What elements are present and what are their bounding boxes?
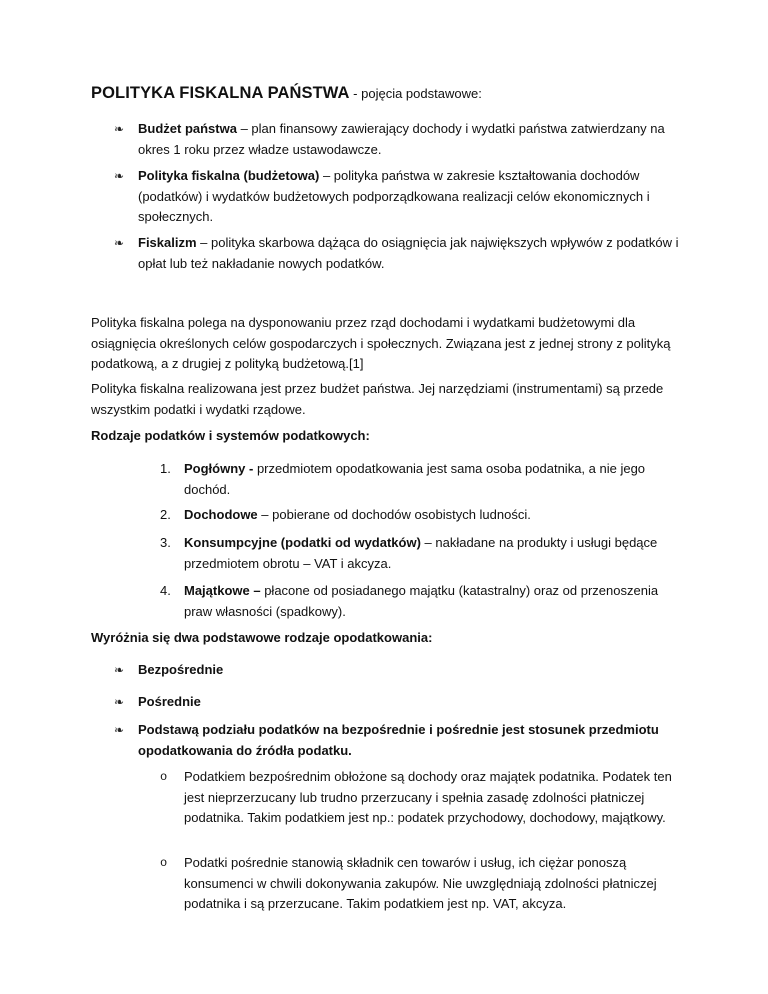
definition-item	[114, 166, 684, 228]
section-heading: Wyróżnia się dwa podstawowe rodzaje opodatkowania:	[91, 630, 433, 645]
numbered-item	[160, 459, 680, 500]
taxation-item	[114, 720, 684, 761]
item-text: – nakładane na produkty i usługi będące przedmiotem obrotu – VAT i akcyza.	[184, 535, 658, 571]
title-subtitle: - pojęcia podstawowe:	[349, 86, 482, 101]
item-number: 1.	[160, 461, 171, 476]
paragraph: Polityka fiskalna realizowana jest przez budżet państwa. Jej narzędziami (instrumentami) są przede wszystkim podatki i wydatki rządowe.	[91, 381, 664, 417]
circle-o-bullet: o	[160, 770, 168, 784]
sub-item	[160, 853, 680, 915]
definition-term: Budżet państwa	[138, 121, 237, 136]
sub-item-text: Podatki pośrednie stanowią składnik cen towarów i usług, ich ciężar ponoszą konsumenci w chwili dokonywania zakupów. Nie uwzględniają zdolności płatniczej podatnika i są przerzucane. Takim podatkiem jest np. VAT, akcyza.	[184, 855, 657, 911]
sub-item-text: Podatkiem bezpośrednim obłożone są dochody oraz majątek podatnika. Podatek ten jest nieprzerzucany lub trudno przerzucany i spełnia zasadę zdolności płatniczej podatnika. Takim podatkiem jest np.: podatek przychodowy, dochodowy, majątkowy.	[184, 769, 672, 825]
section-heading: Rodzaje podatków i systemów podatkowych:	[91, 428, 370, 443]
item-number: 4.	[160, 583, 171, 598]
taxation-item	[114, 660, 684, 681]
item-text: płacone od posiadanego majątku (katastralny) oraz od przenoszenia praw własności (spadkowy).	[184, 583, 659, 619]
ornament-bullet-icon: ❧	[114, 723, 125, 737]
ornament-bullet-icon: ❧	[114, 169, 125, 183]
title-main: POLITYKA FISKALNA PAŃSTWA	[91, 84, 350, 102]
taxation-item	[114, 692, 684, 713]
item-term: Konsumpcyjne (podatki od wydatków)	[184, 535, 421, 550]
definition-text: – polityka państwa w zakresie kształtowania dochodów (podatków) i wydatków budżetowych podporządkowana realizacji celów ekonomicznych i społecznych.	[138, 168, 650, 224]
definition-item	[114, 233, 684, 274]
definition-term: Polityka fiskalna (budżetowa)	[138, 168, 320, 183]
ornament-bullet-icon: ❧	[114, 695, 125, 709]
numbered-item	[160, 505, 680, 526]
paragraph: Polityka fiskalna polega na dysponowaniu przez rząd dochodami i wydatkami budżetowymi dla osiągnięcia określonych celów gospodarczych i społecznych. Związana jest z jednej strony z polityką podatkową, a z drugiej z polityką budżetową.[1]	[91, 315, 671, 371]
item-term: Majątkowe –	[184, 583, 261, 598]
numbered-item	[160, 533, 680, 574]
item-term: Dochodowe	[184, 507, 258, 522]
item-text: przedmiotem opodatkowania jest sama osoba podatnika, a nie jego dochód.	[184, 461, 646, 497]
circle-o-bullet: o	[160, 856, 168, 870]
numbered-item	[160, 581, 680, 622]
item-number: 3.	[160, 535, 171, 550]
taxation-text: Podstawą podziału podatków na bezpośrednie i pośrednie jest stosunek przedmiotu opodatkowania do źródła podatku.	[138, 722, 659, 758]
taxation-text: Pośrednie	[138, 694, 201, 709]
item-number: 2.	[160, 507, 171, 522]
definition-item	[114, 119, 684, 160]
item-text: – pobierane od dochodów osobistych ludności.	[257, 507, 531, 522]
ornament-bullet-icon: ❧	[114, 663, 125, 677]
sub-item	[160, 767, 680, 829]
page-title	[91, 84, 482, 103]
item-term: Pogłówny -	[184, 461, 254, 476]
ornament-bullet-icon: ❧	[114, 236, 125, 250]
definition-term: Fiskalizm	[138, 235, 197, 250]
taxation-text: Bezpośrednie	[138, 662, 224, 677]
definition-text: – plan finansowy zawierający dochody i wydatki państwa zatwierdzany na okres 1 roku przez władze ustawodawcze.	[138, 121, 665, 157]
definition-text: – polityka skarbowa dążąca do osiągnięcia jak największych wpływów z podatków i opłat lub też nakładanie nowych podatków.	[138, 235, 679, 271]
ornament-bullet-icon: ❧	[114, 122, 125, 136]
